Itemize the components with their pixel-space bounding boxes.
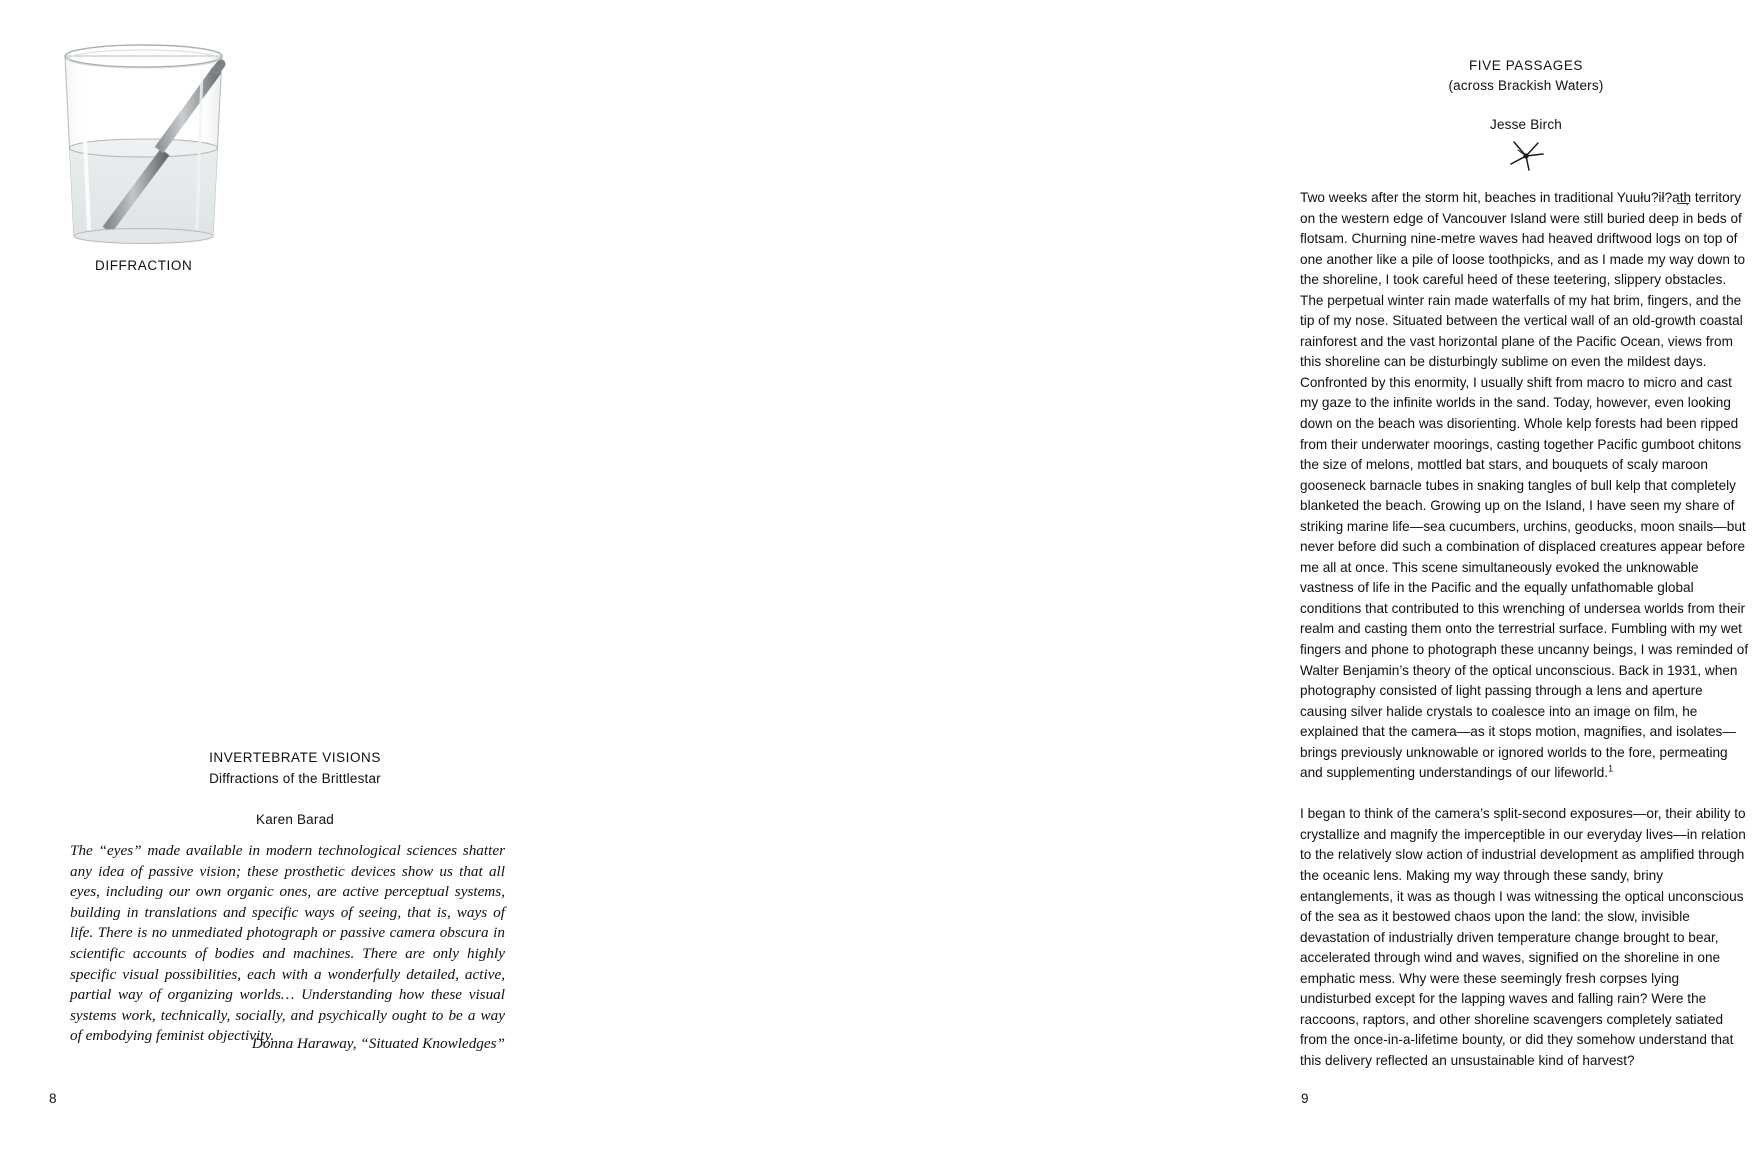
left-essay-title: INVERTEBRATE VISIONS: [209, 750, 381, 765]
right-essay-heading: [1300, 56, 1752, 132]
right-body-text: [1300, 188, 1752, 1071]
page-number-right: 9: [1301, 1091, 1309, 1106]
footnote-marker: 1: [1608, 763, 1614, 774]
glass-of-water-icon: [47, 40, 240, 245]
right-essay-author: Jesse Birch: [1490, 117, 1562, 132]
left-page: [0, 0, 600, 1174]
glass-of-water-figure: [47, 40, 240, 245]
figure-caption: DIFFRACTION: [95, 258, 193, 273]
epigraph-text: The “eyes” made available in modern technological sciences shatter any idea of passive vision; these prosthetic devices show us that all eyes, including our own organic ones, are active perceptual systems, building in translations and specific ways of seeing, that is, ways of life. There is no unmediated photograph or passive camera obscura in scientific accounts of bodies and machines. There are only highly specific visual possibilities, each with a wonderfully detailed, active, partial way of organizing worlds… Understanding how these visual systems work, technically, socially, and psychically ought to be a way of embodying feminist objectivity.: [70, 842, 505, 1045]
brittlestar-ornament: [1505, 137, 1547, 173]
left-essay-author: Karen Barad: [256, 812, 334, 827]
right-essay-subtitle: (across Brackish Waters): [1448, 78, 1604, 93]
brittlestar-icon: [1505, 137, 1547, 173]
body-paragraph-2: I began to think of the camera’s split-second exposures—or, their ability to crystallize and magnify the imperceptible in our everyday lives—in relation to the relatively slow action of industrial development as amplified through the oceanic lens. Making my way through these sandy, briny entanglements, it was as though I was witnessing the optical unconscious of the sea as it bestowed chaos upon the land: the slow, invisible devastation of industrially driven temperature change brought to bear, accelerated through wind and waves, signified on the shoreline in one emphatic mess. Why were these seemingly fresh corpses lying undisturbed except for the lapping waves and falling rain? Were the raccoons, raptors, and other shoreline scavengers completely satiated from the once-in-a-lifetime bounty, or did they somehow understand that this delivery reflected an unsustainable kind of harvest?: [1300, 806, 1746, 1068]
right-page: [600, 0, 1749, 1174]
page-number-left: 8: [49, 1091, 57, 1106]
left-essay-heading: [70, 748, 520, 827]
right-essay-title: FIVE PASSAGES: [1468, 58, 1584, 73]
left-essay-subtitle: Diffractions of the Brittlestar: [209, 771, 381, 786]
body-paragraph-1: Two weeks after the storm hit, beaches in traditional Yuułu?ił?at͟h̩ territory on the western edge of Vancouver Island were still buried deep in beds of flotsam. Churning nine-metre waves had heaved driftwood logs on top of one another like a pile of loose toothpicks, and as I made my way down to the shoreline, I took careful heed of these teetering, slippery obstacles. The perpetual winter rain made waterfalls of my hat brim, fingers, and the tip of my nose. Situated between the vertical wall of an old-growth coastal rainforest and the vast horizontal plane of the Pacific Ocean, views from this shoreline can be disturbingly sublime on even the mildest days. Confronted by this enormity, I usually shift from macro to micro and cast my gaze to the infinite worlds in the sand. Today, however, even looking down on the beach was disorienting. Whole kelp forests had been ripped from their underwater moorings, casting together Pacific gumboot chitons the size of melons, mottled bat stars, and bouquets of scaly maroon gooseneck barnacle tubes in snaking tangles of bull kelp that completely blanketed the beach. Growing up on the Island, I have seen my share of striking marine life—sea cucumbers, urchins, geoducks, moon snails—but never before did such a combination of displaced creatures appear before me all at once. This scene simultaneously evoked the unknowable vastness of life in the Pacific and the equally unfathomable global conditions that contributed to this wrenching of undersea worlds from their realm and casting them onto the terrestrial surface. Fumbling with my wet fingers and phone to photograph these uncanny beings, I was reminded of Walter Benjamin’s theory of the optical unconscious. Back in 1931, when photography consisted of light passing through a lens and aperture causing silver halide crystals to coalesce into an image on film, he explained that the camera—as it stops motion, magnifies, and isolates—brings previously unknowable or ignored worlds to the fore, permeating and supplementing understandings of our lifeworld.$^1$: [1300, 190, 1749, 781]
epigraph-attribution: Donna Haraway, “Situated Knowledges”: [251, 1035, 505, 1052]
